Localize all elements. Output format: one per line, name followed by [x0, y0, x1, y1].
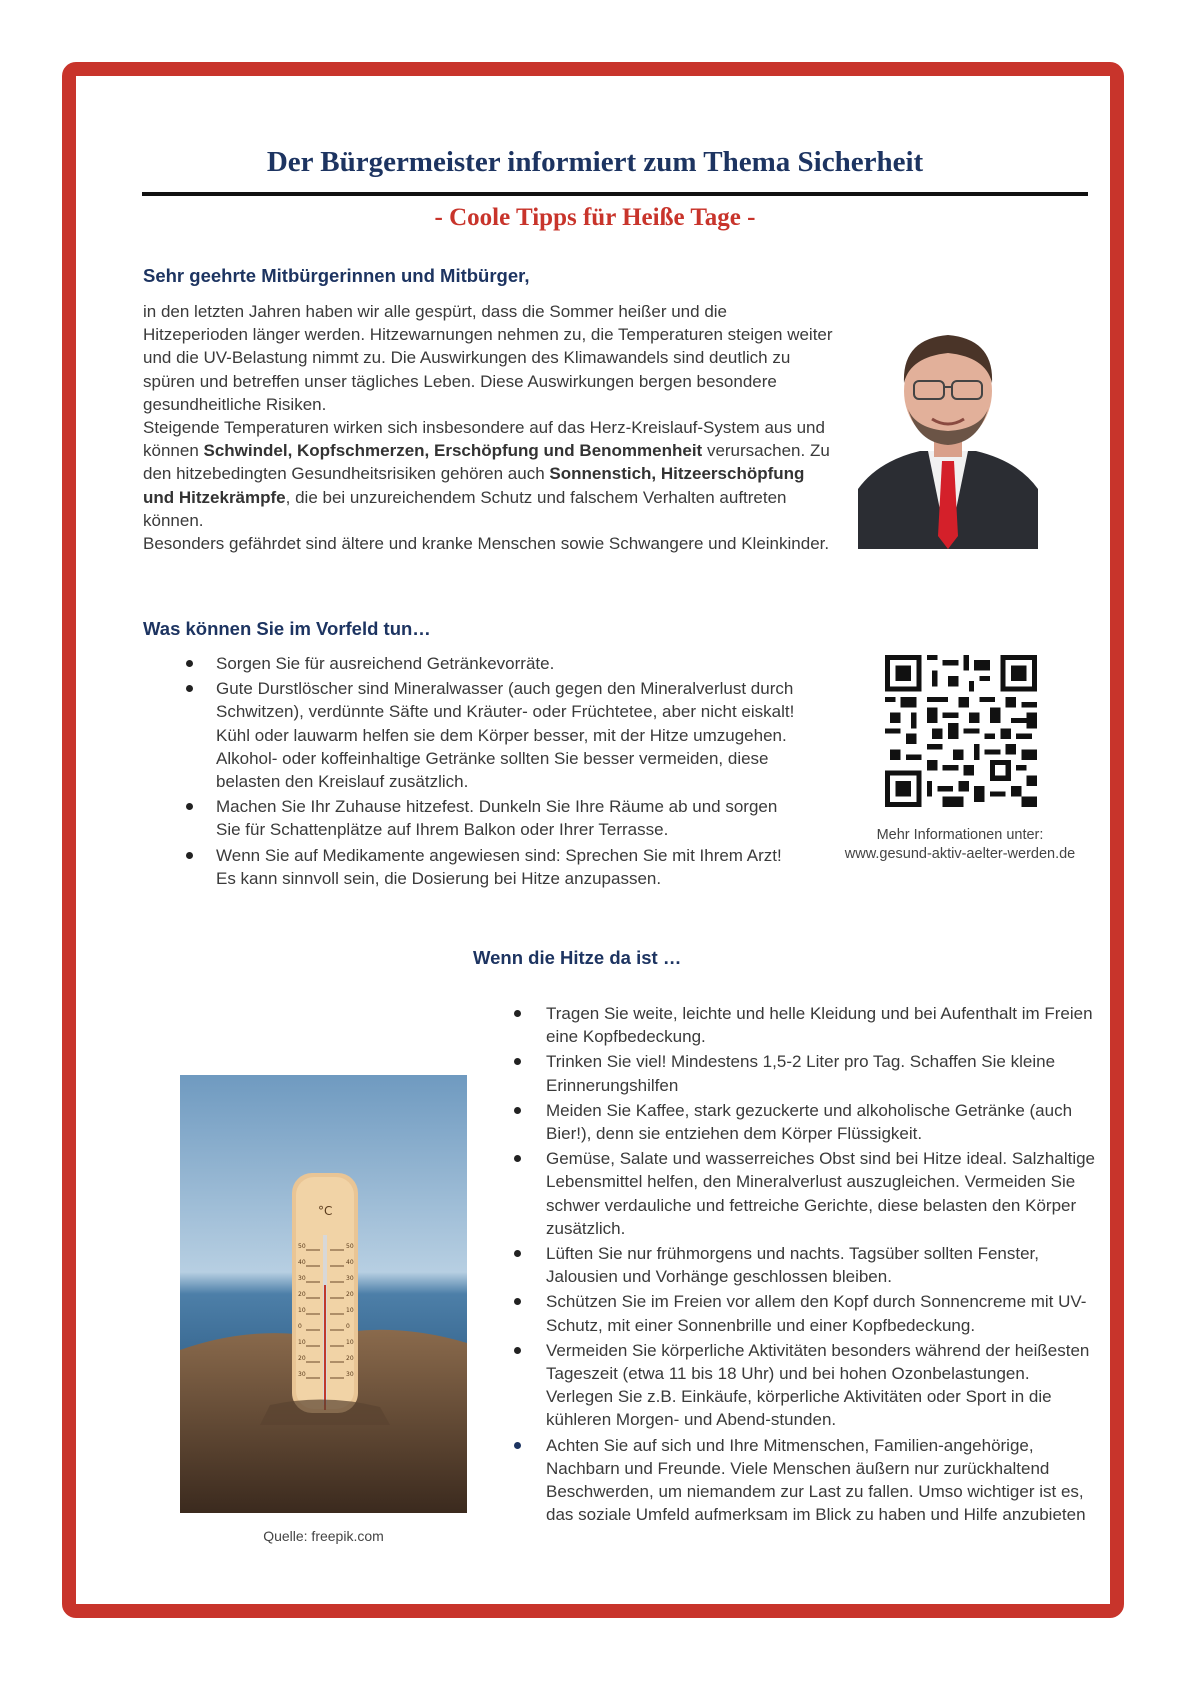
svg-text:20: 20: [298, 1291, 306, 1298]
svg-text:30: 30: [346, 1275, 354, 1282]
list-item: Wenn Sie auf Medikamente angewiesen sind: Sprechen Sie mit Ihrem Arzt! Es kann sinnvoll sein, die Dosierung bei Hitze anzupassen.: [186, 844, 806, 890]
list-item: Gute Durstlöscher sind Mineralwasser (auch gegen den Mineralverlust durch Schwitzen), verdünnte Säfte und Kräuter- oder Früchtetee, aber nicht eiskalt! Kühl oder lauwarm helfen sie dem Körper besser, mit der Hitze umzugehen. Alkohol- oder koffeinhaltige Getränke sollten Sie besser vermeiden, diese belasten den Kreislauf zusätzlich.: [186, 677, 806, 793]
list-item: Sorgen Sie für ausreichend Getränkevorräte.: [186, 652, 806, 675]
list-item: Achten Sie auf sich und Ihre Mitmenschen, Familien-angehörige, Nachbarn und Freunde. Viele Menschen äußern nur zurückhaltend Beschwerden, um niemandem zur Last zu fallen. Umso wichtiger ist es, das soziale Umfeld aufmerksam im Blick zu haben und Hilfe anzubieten: [514, 1434, 1096, 1527]
list-item: Machen Sie Ihr Zuhause hitzefest. Dunkeln Sie Ihre Räume ab und sorgen Sie für Schattenplätze auf Ihrem Balkon oder Ihrer Terrasse.: [186, 795, 806, 841]
svg-text:40: 40: [298, 1259, 306, 1266]
svg-text:50: 50: [346, 1243, 354, 1250]
svg-text:20: 20: [346, 1291, 354, 1298]
svg-text:10: 10: [346, 1307, 354, 1314]
list-item: Trinken Sie viel! Mindestens 1,5-2 Liter pro Tag. Schaffen Sie kleine Erinnerungshilfen: [514, 1050, 1096, 1096]
intro-text-2: Steigende Temperaturen wirken sich insbesondere auf das Herz-Kreislauf-System aus und können Schwindel, Kopfschmerzen, Erschöpfung und Benommenheit verursachen. Zu den hitzebedingten Gesundheitsrisiken gehören auch Sonnenstich, Hitzeerschöpfung und Hitzekrämpfe, die bei unzureichendem Schutz und falschem Verhalten auftreten können.: [143, 418, 830, 530]
svg-text:30: 30: [298, 1275, 306, 1282]
list-item: Lüften Sie nur frühmorgens und nachts. Tagsüber sollten Fenster, Jalousien und Vorhänge geschlossen bleiben.: [514, 1242, 1096, 1288]
svg-text:0: 0: [298, 1323, 302, 1330]
title-divider: [142, 192, 1088, 196]
qr-caption-label: Mehr Informationen unter:: [876, 827, 1044, 843]
qr-caption-url[interactable]: www.gesund-aktiv-aelter-werden.de: [844, 846, 1076, 862]
heat-heading: Wenn die Hitze da ist …: [473, 947, 682, 968]
list-item: Schützen Sie im Freien vor allem den Kopf durch Sonnencreme mit UV-Schutz, mit einer Sonnenbrille und einer Kopfbedeckung.: [514, 1290, 1096, 1336]
list-item: Gemüse, Salate und wasserreiches Obst sind bei Hitze ideal. Salzhaltige Lebensmittel helfen, den Mineralverlust auszugleichen. Vermeiden Sie schwer verdauliche und fettreiche Gerichte, diese belasten den Körper zusätzlich.: [514, 1147, 1096, 1240]
greeting-heading: Sehr geehrte Mitbürgerinnen und Mitbürger,: [143, 265, 530, 286]
list-item: Vermeiden Sie körperliche Aktivitäten besonders während der heißesten Tageszeit (etwa 11 bis 18 Uhr) und bei hohen Ozonbelastungen. Verlegen Sie z.B. Einkäufe, körperliche Aktivitäten oder Sport in die kühleren Morgen- und Abend-stunden.: [514, 1339, 1096, 1432]
image-source: Quelle: freepik.com: [263, 1528, 384, 1544]
svg-text:40: 40: [346, 1259, 354, 1266]
intro-text-1: in den letzten Jahren haben wir alle gespürt, dass die Sommer heißer und die Hitzeperioden länger werden. Hitzewarnungen nehmen zu, die Temperaturen steigen weiter und die UV-Belastung nimmt zu. Die Auswirkungen des Klimawandels sind deutlich zu spüren und betreffen unser tägliches Leben. Diese Auswirkungen bergen besondere gesundheitliche Risiken.: [143, 302, 833, 414]
intro-text-3: Besonders gefährdet sind ältere und kranke Menschen sowie Schwangere und Kleinkinder.: [143, 534, 830, 554]
mayor-portrait: [858, 311, 1038, 549]
thermometer-photo: [180, 1075, 467, 1513]
qr-caption: [820, 826, 1100, 864]
svg-text:0: 0: [346, 1323, 350, 1330]
svg-text:10: 10: [298, 1339, 306, 1346]
svg-text:30: 30: [346, 1371, 354, 1378]
prepare-heading: Was können Sie im Vorfeld tun…: [143, 618, 431, 639]
svg-text:30: 30: [298, 1371, 306, 1378]
svg-text:50: 50: [298, 1243, 306, 1250]
page-title: Der Bürgermeister informiert zum Thema Sicherheit: [266, 146, 924, 178]
list-item: Tragen Sie weite, leichte und helle Kleidung und bei Aufenthalt im Freien eine Kopfbedeckung.: [514, 1002, 1096, 1048]
prepare-list: [186, 652, 806, 892]
qr-code[interactable]: [885, 655, 1037, 807]
svg-text:10: 10: [346, 1339, 354, 1346]
page-subtitle: - Coole Tipps für Heiße Tage -: [434, 204, 756, 231]
svg-text:10: 10: [298, 1307, 306, 1314]
thermo-unit: °C: [318, 1204, 333, 1218]
intro-paragraph: [143, 300, 833, 555]
svg-text:20: 20: [298, 1355, 306, 1362]
list-item: Meiden Sie Kaffee, stark gezuckerte und alkoholische Getränke (auch Bier!), denn sie entziehen dem Körper Flüssigkeit.: [514, 1099, 1096, 1145]
heat-list: [514, 1002, 1096, 1528]
svg-text:20: 20: [346, 1355, 354, 1362]
